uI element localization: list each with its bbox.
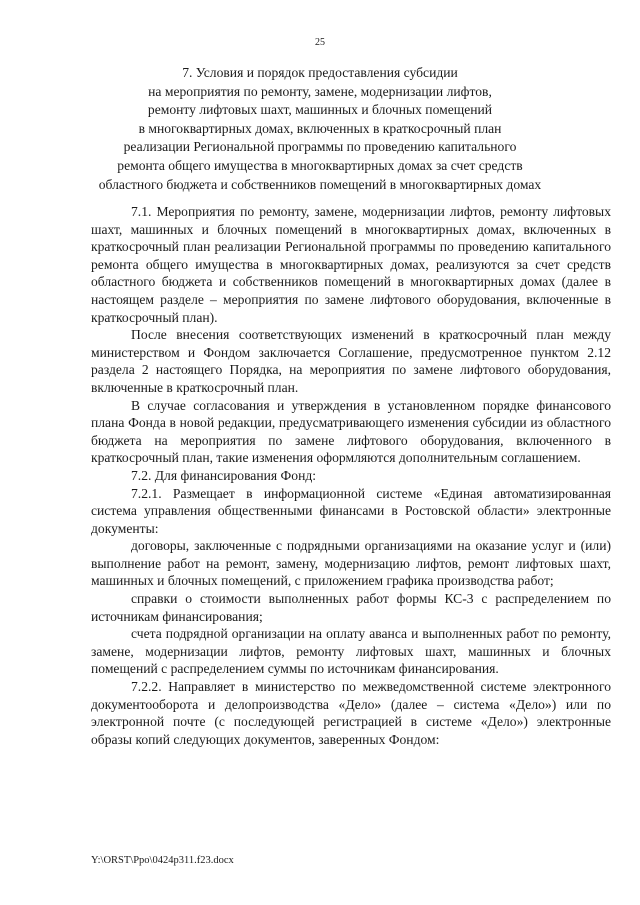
document-body [91, 203, 611, 748]
heading-line: ремонту лифтовых шахт, машинных и блочных помещений [147, 102, 493, 118]
heading-line: реализации Региональной программы по проведению капитального [123, 139, 517, 155]
page-number: 25 [315, 37, 325, 48]
paragraph-ks3: справки о стоимости выполненных работ формы КС-3 с распределением по источникам финансирования; [91, 591, 611, 624]
paragraph-financial-plan: В случае согласования и утверждения в установленном порядке финансового плана Фонда в новой редакции, предусматривающего изменения субсидии из областного бюджета на мероприятия по замене лифтового оборудования, включенного в краткосрочный план, такие изменения оформляются дополнительным соглашением. [91, 397, 611, 466]
paragraph-7-2-1: 7.2.1. Размещает в информационной системе «Единая автоматизированная система управления общественными финансами в Ростовской области» электронные документы: [91, 485, 611, 536]
heading-line: на мероприятия по ремонту, замене, модернизации лифтов, [148, 83, 492, 99]
heading-line: ремонта общего имущества в многоквартирных домах за счет средств [117, 157, 523, 173]
paragraph-7-2: 7.2. Для финансирования Фонд: [131, 467, 317, 483]
paragraph-7-2-2: 7.2.2. Направляет в министерство по межведомственной системе электронного документооборота и делопроизводства «Дело» (далее – система «Дело») или по электронной почте (с последующей регистрацией в системе «Дело») электронные образы копий следующих документов, заверенных Фондом: [91, 679, 611, 747]
footer-file-path: Y:\ORST\Ppo\0424p311.f23.docx [91, 855, 234, 866]
section-heading [60, 64, 580, 194]
paragraph-7-1: 7.1. Мероприятия по ремонту, замене, модернизации лифтов, ремонту лифтовых шахт, машинных и блочных помещений в многоквартирных домах, включенных в краткосрочный план реализации Региональной программы по проведению капитального ремонта общего имущества в многоквартирных домах, реализуются за счет средств областного бюджета и собственников помещений в многоквартирных домах (далее в настоящем разделе – мероприятия по замене лифтового оборудования, включенные в краткосрочный план). [91, 204, 611, 325]
paragraph-invoices: счета подрядной организации на оплату аванса и выполненных работ по ремонту, замене, модернизации лифтов, ремонту лифтовых шахт, машинных и блочных помещений с распределением суммы по источникам финансирования. [91, 626, 611, 677]
heading-line: в многоквартирных домах, включенных в краткосрочный план [138, 120, 502, 136]
paragraph-agreement: После внесения соответствующих изменений в краткосрочный план между министерством и Фондом заключается Соглашение, предусмотренное пунктом 2.12 раздела 2 настоящего Порядка, на мероприятия по замене лифтового оборудования, включенные в краткосрочный план. [91, 327, 611, 395]
paragraph-contracts: договоры, заключенные с подрядными организациями на оказание услуг и (или) выполнение работ на ремонт, замену, модернизацию лифтов, ремонт лифтовых шахт, машинных и блочных помещений, с приложением графика производства работ; [91, 538, 611, 589]
heading-line: областного бюджета и собственников помещений в многоквартирных домах [98, 176, 542, 192]
heading-line: 7. Условия и порядок предоставления субсидии [182, 65, 458, 80]
